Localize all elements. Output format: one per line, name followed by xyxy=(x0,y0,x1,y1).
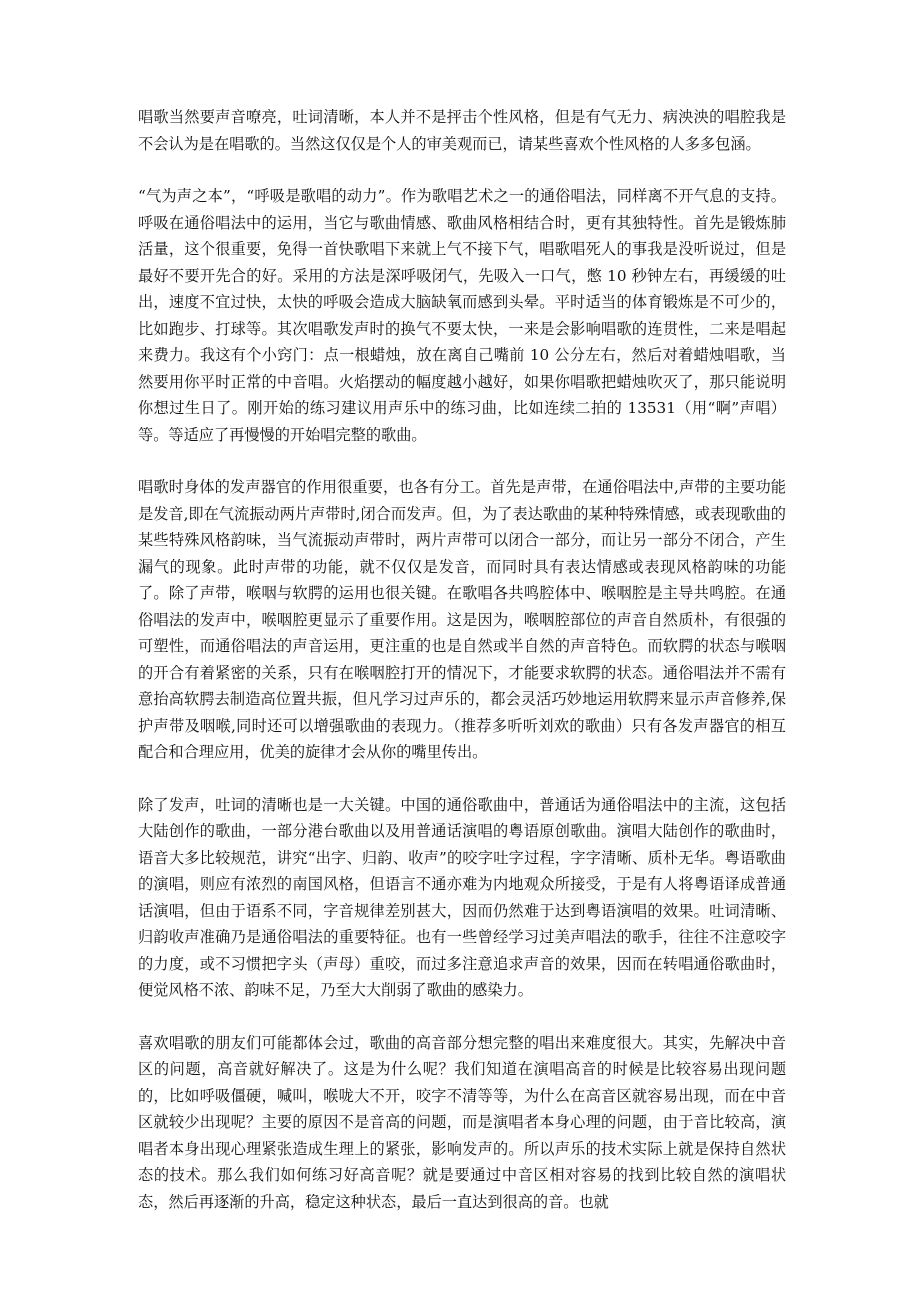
paragraph-vocal-organs: 唱歌时身体的发声器官的作用很重要，也各有分工。首先是声带，在通俗唱法中,声带的主要功能是发音,即在气流振动两片声带时,闭合而发声。但，为了表达歌曲的某种特殊情感，或表现歌曲的某些特殊风格韵味，当气流振动声带时，两片声带可以闭合一部分，而让另一部分不闭合，产生漏气的现象。此时声带的功能，就不仅仅是发音，而同时具有表达情感或表现风格韵味的功能了。除了声带，喉咽与软腭的运用也很关键。在歌唱各共鸣腔体中、喉咽腔是主导共鸣腔。在通俗唱法的发声中，喉咽腔更显示了重要作用。这是因为，喉咽腔部位的声音自然质朴，有很强的可塑性，而通俗唱法的声音运用，更注重的也是自然或半自然的声音特色。而软腭的状态与喉咽的开合有着紧密的关系，只有在喉咽腔打开的情况下，才能要求软腭的状态。通俗唱法并不需有意抬高软腭去制造高位置共振，但凡学习过声乐的，都会灵活巧妙地运用软腭来显示声音修养,保护声带及咽喉,同时还可以增强歌曲的表现力。（推荐多听听刘欢的歌曲）只有各发声器官的相互配合和合理应用，优美的旋律才会从你的嘴里传出。 xyxy=(138,478,786,761)
document-body xyxy=(138,104,786,1241)
paragraph-high-notes: 喜欢唱歌的朋友们可能都体会过，歌曲的高音部分想完整的唱出来难度很大。其实，先解决中音区的问题，高音就好解决了。这是为什么呢？我们知道在演唱高音的时候是比较容易出现问题的，比如呼吸僵硬，喊叫，喉咙大不开，咬字不清等等，为什么在高音区就容易出现，而在中音区就较少出现呢？主要的原因不是音高的问题，而是演唱者本身心理的问题，由于音比较高，演唱者本身出现心理紧张造成生理上的紧张，影响发声的。所以声乐的技术实际上就是保持自然状态的技术。那么我们如何练习好高音呢？就是要通过中音区相对容易的找到比较自然的演唱状态，然后再逐渐的升高，稳定这种状态，最后一直达到很高的音。也就 xyxy=(138,1033,786,1211)
paragraph-breathing: “气为声之本”，“呼吸是歌唱的动力”。作为歌唱艺术之一的通俗唱法，同样离不开气息的支持。呼吸在通俗唱法中的运用，当它与歌曲情感、歌曲风格相结合时，更有其独特性。首先是锻炼肺活量，这个很重要，免得一首快歌唱下来就上气不接下气，唱歌唱死人的事我是没听说过，但是最好不要开先合的好。采用的方法是深呼吸闭气，先吸入一口气，憋 10 秒钟左右，再缓缓的吐出，速度不宜过快，太快的呼吸会造成大脑缺氧而感到头晕。平时适当的体育锻炼是不可少的，比如跑步、打球等。其次唱歌发声时的换气不要太快，一来是会影响唱歌的连贯性，二来是唱起来费力。我这有个小窍门：点一根蜡烛，放在离自己嘴前 10 公分左右，然后对着蜡烛唱歌，当然要用你平时正常的中音唱。火焰摆动的幅度越小越好，如果你唱歌把蜡烛吹灭了，那只能说明你想过生日了。刚开始的练习建议用声乐中的练习曲，比如连续二拍的 13531（用“啊”声唱）等。等适应了再慢慢的开始唱完整的歌曲。 xyxy=(138,187,786,444)
paragraph-diction: 除了发声，吐词的清晰也是一大关键。中国的通俗歌曲中，普通话为通俗唱法中的主流，这包括大陆创作的歌曲，一部分港台歌曲以及用普通话演唱的粤语原创歌曲。演唱大陆创作的歌曲时，语音大多比较规范，讲究“出字、归韵、收声”的咬字吐字过程，字字清晰、质朴无华。粤语歌曲的演唱，则应有浓烈的南国风格，但语言不通亦难为内地观众所接受，于是有人将粤语译成普通话演唱，但由于语系不同，字音规律差别甚大，因而仍然难于达到粤语演唱的效果。吐词清晰、归韵收声准确乃是通俗唱法的重要特征。也有一些曾经学习过美声唱法的歌手，往往不注意咬字的力度，或不习惯把字头（声母）重咬，而过多注意追求声音的效果，因而在转唱通俗歌曲时，便觉风格不浓、韵味不足，乃至大大削弱了歌曲的感染力。 xyxy=(138,795,786,999)
paragraph-intro: 唱歌当然要声音嘹亮，吐词清晰，本人并不是抨击个性风格，但是有气无力、病泱泱的唱腔我是不会认为是在唱歌的。当然这仅仅是个人的审美观而已，请某些喜欢个性风格的人多多包涵。 xyxy=(138,108,786,153)
